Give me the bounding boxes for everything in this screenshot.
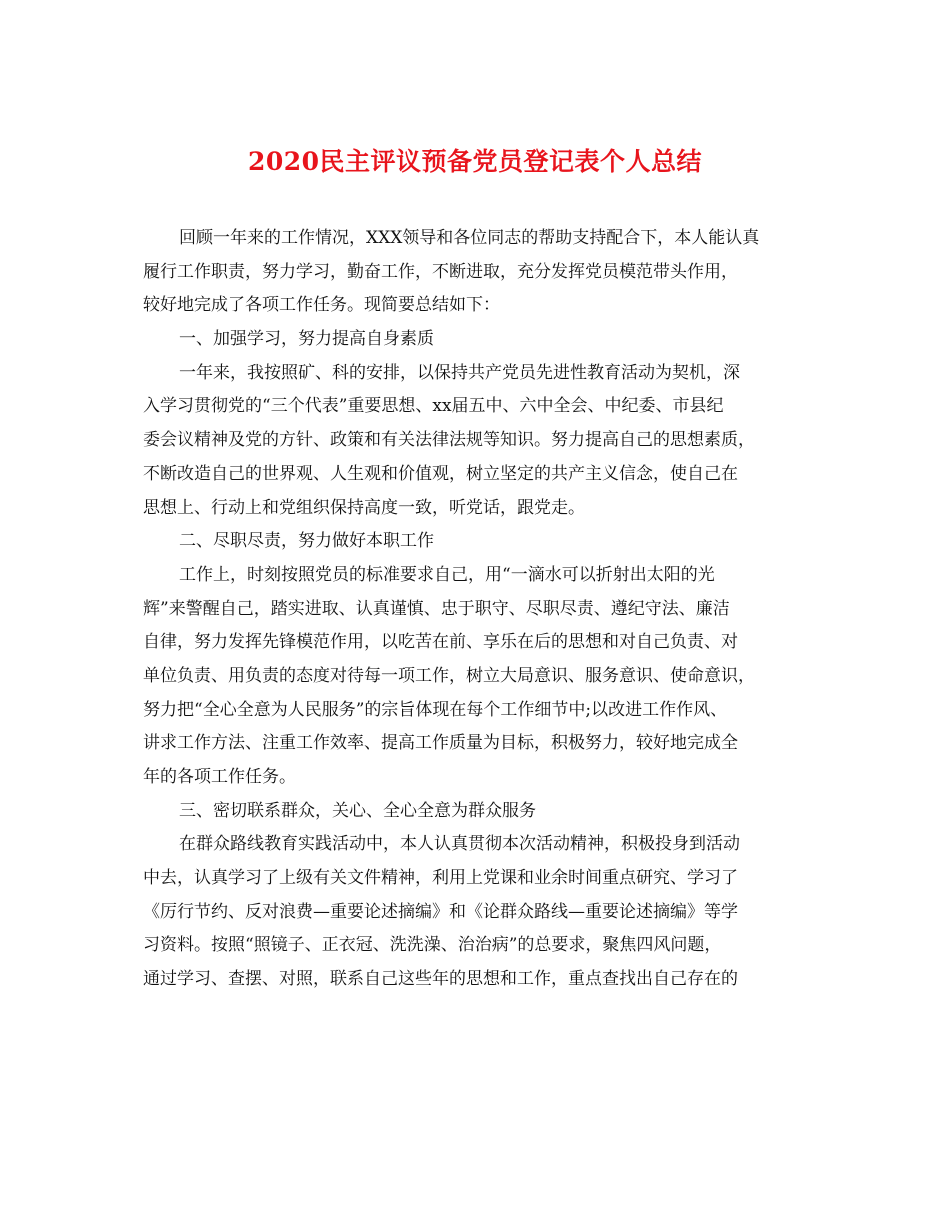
paragraph-section3-line: 习资料。按照“照镜子、正衣冠、洗洗澡、治治病”的总要求，聚焦四风问题，	[143, 935, 722, 956]
paragraph-section3-line: 通过学习、查摆、对照，联系自己这些年的思想和工作，重点查找出自己存在的	[143, 969, 738, 990]
paragraph-section2-line: 讲求工作方法、注重工作效率、提高工作质量为目标，积极努力，较好地完成全	[143, 733, 738, 754]
paragraph-intro-line: 回顾一年来的工作情况，XXX领导和各位同志的帮助支持配合下，本人能认真	[179, 228, 760, 248]
paragraph-section2-line: 辉”来警醒自己，踏实进取、认真谨慎、忠于职守、尽职尽责、遵纪守法、廉洁	[143, 598, 730, 619]
paragraph-section2-line: 年的各项工作任务。	[143, 767, 296, 787]
paragraph-section1-line: 委会议精神及党的方针、政策和有关法律法规等知识。努力提高自己的思想素质，	[143, 430, 755, 451]
paragraph-section2-line: 工作上，时刻按照党员的标准要求自己，用“一滴水可以折射出太阳的光	[179, 564, 715, 585]
document-body	[143, 222, 818, 997]
section-heading-2: 二、尽职尽责，努力做好本职工作	[179, 531, 434, 552]
paragraph-section3-line: 在群众路线教育实践活动中，本人认真贯彻本次活动精神，积极投身到活动	[179, 834, 740, 855]
paragraph-section2-line: 单位负责、用负责的态度对待每一项工作，树立大局意识、服务意识、使命意识，	[143, 665, 755, 686]
paragraph-section1-line: 思想上、行动上和党组织保持高度一致，听党话，跟党走。	[143, 497, 585, 518]
paragraph-intro-line: 较好地完成了各项工作任务。现简要总结如下：	[143, 295, 500, 316]
paragraph-section3-line: 中去，认真学习了上级有关文件精神，利用上党课和业余时间重点研究、学习了	[143, 868, 738, 889]
paragraph-section3-line: 《厉行节约、反对浪费—重要论述摘编》和《论群众路线—重要论述摘编》等学	[143, 901, 738, 922]
paragraph-intro-line: 履行工作职责，努力学习，勤奋工作，不断进取，充分发挥党员模范带头作用，	[143, 261, 738, 282]
paragraph-section2-line: 努力把“全心全意为人民服务”的宗旨体现在每个工作细节中;以改进工作作风、	[143, 699, 728, 720]
paragraph-section1-line: 不断改造自己的世界观、人生观和价值观，树立坚定的共产主义信念，使自己在	[143, 463, 738, 484]
paragraph-section1-line: 入学习贯彻党的“三个代表”重要思想、xx届五中、六中全会、中纪委、市县纪	[143, 396, 724, 417]
paragraph-section2-line: 自律，努力发挥先锋模范作用，以吃苦在前、享乐在后的思想和对自己负责、对	[143, 632, 738, 653]
section-heading-3: 三、密切联系群众，关心、全心全意为群众服务	[179, 800, 536, 821]
section-heading-1: 一、加强学习，努力提高自身素质	[179, 329, 434, 350]
paragraph-section1-line: 一年来，我按照矿、科的安排，以保持共产党员先进性教育活动为契机，深	[179, 362, 740, 383]
document-title: 2020民主评议预备党员登记表个人总结	[247, 147, 703, 176]
